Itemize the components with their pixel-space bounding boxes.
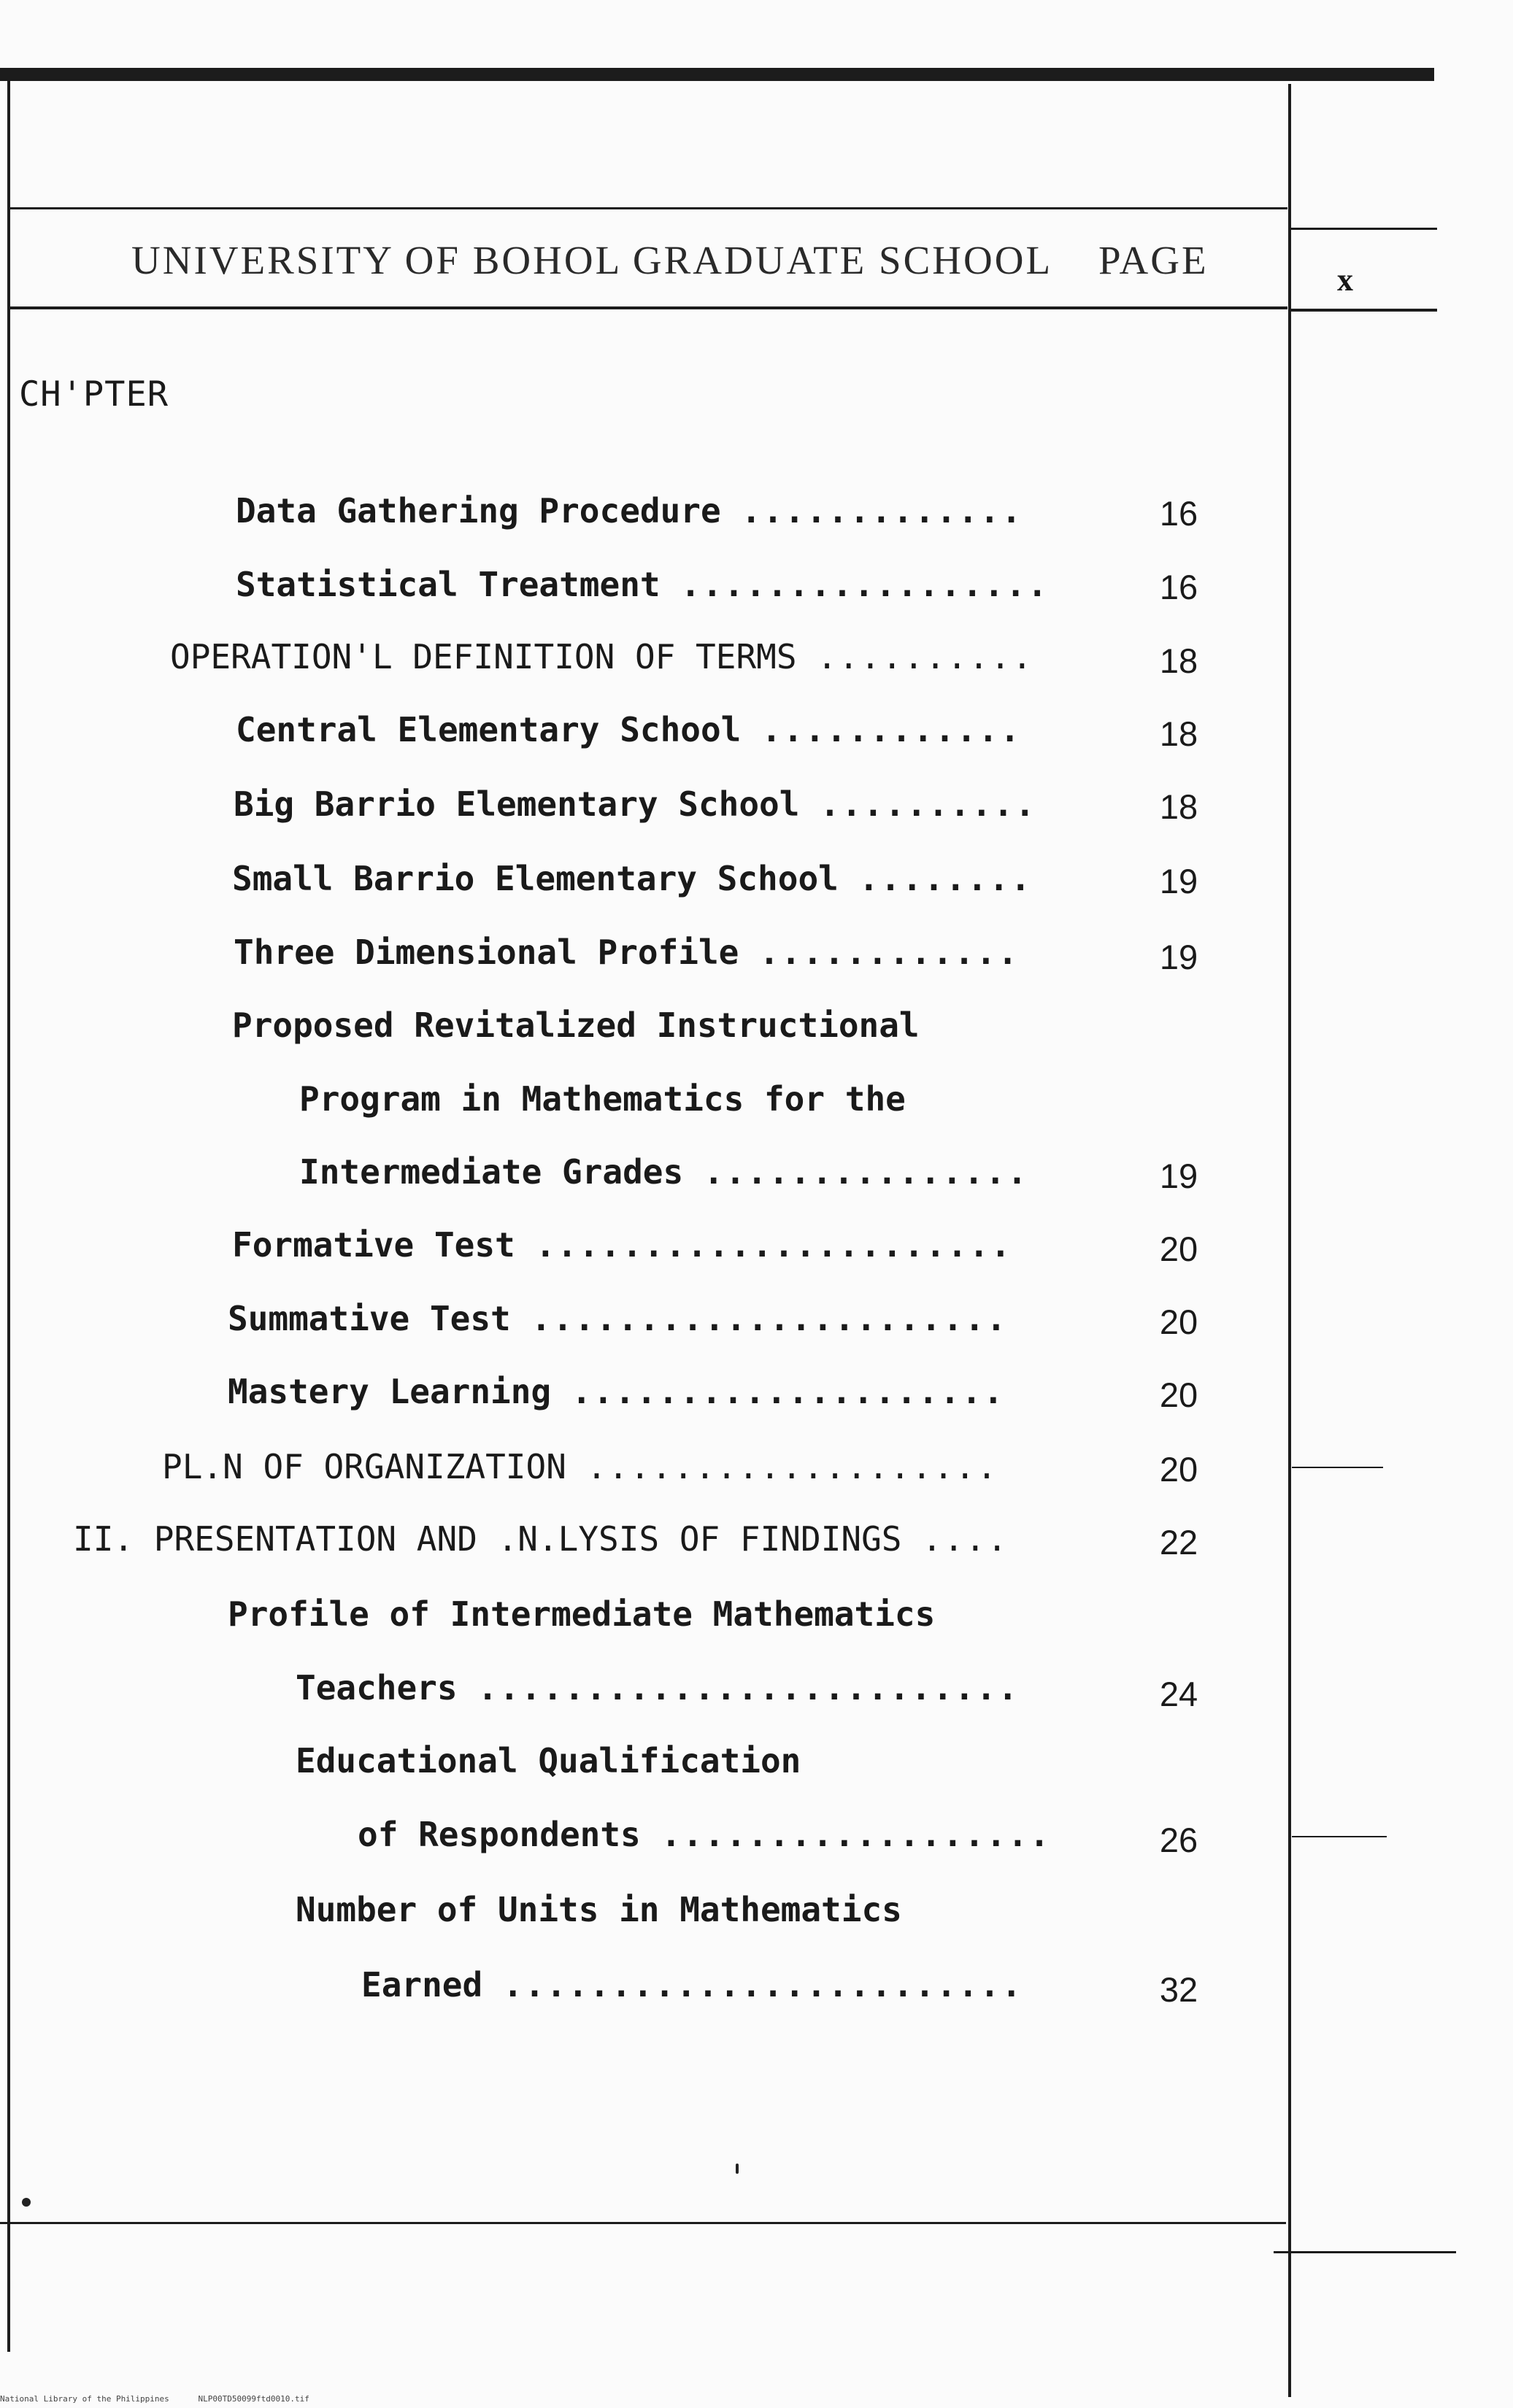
toc-entry: Statistical Treatment ................. [236,565,1050,604]
header-rule-bottom-right [1291,309,1437,312]
toc-page-number: 20 [1159,1230,1198,1268]
chapter-label: CH'PTER [19,374,169,414]
page-column-label: PAGE [1098,238,1209,282]
bottom-rule-right [1274,2251,1456,2253]
toc-entry: II. PRESENTATION AND .N.LYSIS OF FINDINGS .... [73,1519,1009,1559]
margin-tick-2 [1292,1836,1387,1837]
toc-entry: Proposed Revitalized Instructional [232,1006,920,1045]
toc-entry: Profile of Intermediate Mathematics [228,1594,936,1634]
top-border [0,68,1434,81]
institution-title: UNIVERSITY OF BOHOL GRADUATE SCHOOL [131,238,1053,282]
toc-entry: Educational Qualification [296,1741,801,1780]
toc-entry: Earned ........................ [361,1965,1023,2004]
toc-page-number: 24 [1159,1675,1198,1713]
header-rule-top-right [1291,228,1437,230]
toc-entry: Number of Units in Mathematics [296,1890,902,1929]
header-rule-top [10,207,1287,209]
toc-entry: Small Barrio Elementary School ........ [232,859,1033,898]
toc-page-number: 32 [1159,1970,1198,2009]
toc-page-number: 19 [1159,862,1198,900]
toc-page-number: 16 [1159,494,1198,533]
toc-entry: Summative Test ...................... [228,1299,1008,1338]
toc-entry: Formative Test ...................... [232,1225,1012,1265]
toc-page-number: 19 [1159,938,1198,976]
toc-page-number: 20 [1159,1450,1198,1489]
toc-page-number: 18 [1159,714,1198,753]
page-number: x [1337,262,1353,298]
toc-entry: Intermediate Grades ............... [299,1152,1029,1192]
scan-speck [736,2164,739,2174]
scan-speck [22,2198,31,2207]
scan-footer: National Library of the Philippines NLP00TD50099ftd0010.tif [0,2394,309,2404]
toc-entry: Mastery Learning .................... [228,1372,1005,1411]
toc-entry: Teachers ......................... [296,1668,1020,1707]
toc-page-number: 20 [1159,1375,1198,1414]
toc-page-number: 18 [1159,787,1198,826]
toc-page-number: 22 [1159,1523,1198,1562]
toc-entry: Data Gathering Procedure ............. [236,491,1023,530]
toc-entry: PL.N OF ORGANIZATION ................... [162,1447,998,1486]
toc-page-number: 20 [1159,1303,1198,1341]
toc-page-number: 18 [1159,641,1198,680]
toc-page-number: 19 [1159,1157,1198,1195]
toc-entry: of Respondents .................. [358,1815,1051,1854]
toc-page-number: 16 [1159,568,1198,606]
right-margin-line [1288,84,1291,2397]
toc-page-number: 26 [1159,1821,1198,1859]
header-rule-bottom [10,306,1287,309]
margin-tick-1 [1292,1467,1383,1468]
toc-entry: Central Elementary School ............ [236,710,1022,749]
toc-entry: Three Dimensional Profile ............ [234,933,1020,972]
toc-entry: OPERATION'L DEFINITION OF TERMS .......... [170,637,1034,676]
left-border [7,68,10,2352]
toc-entry: Program in Mathematics for the [299,1079,906,1119]
bottom-rule [0,2222,1286,2224]
toc-entry: Big Barrio Elementary School .......... [234,784,1037,824]
